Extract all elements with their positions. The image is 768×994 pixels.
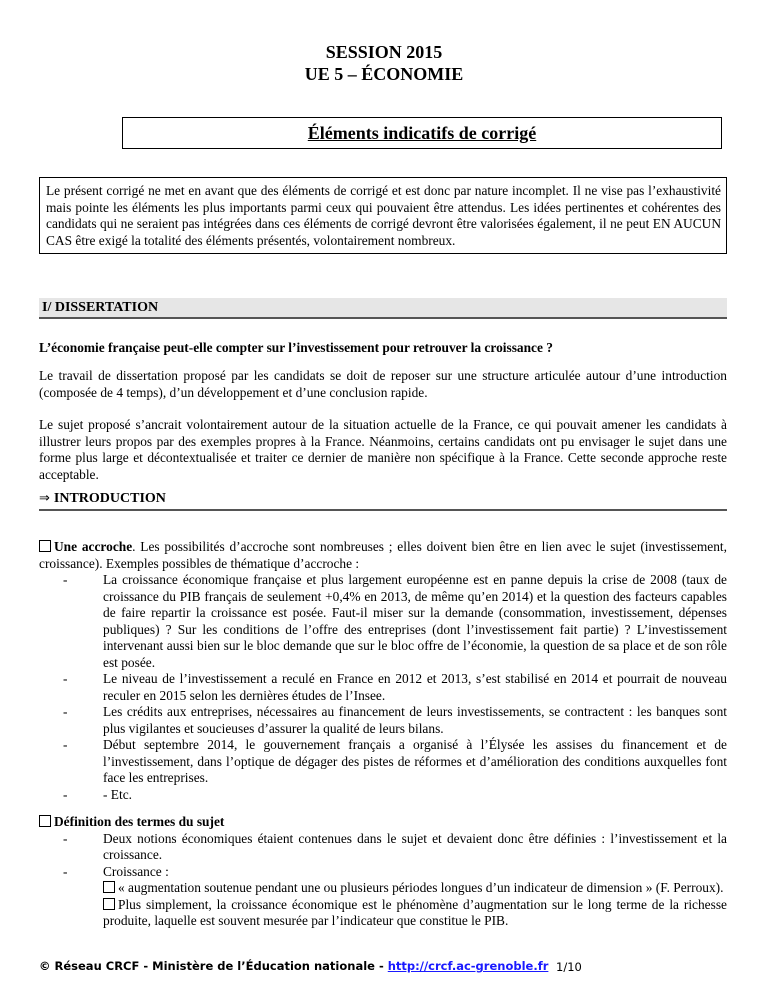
checkbox-icon bbox=[103, 881, 115, 893]
bullet-dash: - bbox=[63, 786, 68, 802]
accroche-block bbox=[39, 539, 727, 803]
arrow-icon: ⇒ bbox=[39, 491, 50, 506]
list-item: - - Etc. bbox=[63, 786, 132, 802]
footer-text: © Réseau CRCF - Ministère de l’Éducation nationale - bbox=[39, 959, 388, 973]
sub-item: « augmentation soutenue pendant une ou plusieurs périodes longues d’un indicateur de dimension » (F. Perroux). bbox=[39, 880, 727, 897]
document-title: Éléments indicatifs de corrigé bbox=[122, 117, 722, 149]
footer bbox=[39, 959, 548, 973]
checkbox-icon bbox=[39, 815, 51, 827]
bullet-dash: - bbox=[63, 737, 68, 752]
footer-link[interactable]: http://crcf.ac-grenoble.fr bbox=[387, 959, 549, 973]
bullet-dash: - bbox=[63, 704, 68, 719]
introduction-label: INTRODUCTION bbox=[53, 491, 166, 506]
page-number: 1/10 bbox=[556, 960, 582, 974]
ue-heading: UE 5 – ÉCONOMIE bbox=[304, 64, 464, 84]
introduction-heading bbox=[39, 489, 727, 511]
definition-heading: Définition des termes du sujet bbox=[39, 814, 727, 831]
section-heading: I/ DISSERTATION bbox=[39, 298, 727, 319]
list-item: - Les crédits aux entreprises, nécessaires au financement de leurs investissements, se contractent : les banques sont plus vigilantes et soucieuses d’assurer la qualité de leurs bilans. bbox=[63, 704, 727, 736]
session-heading: SESSION 2015 bbox=[325, 42, 443, 62]
bullet-dash: - bbox=[63, 863, 68, 879]
bullet-dash: - bbox=[63, 830, 68, 846]
definition-block bbox=[39, 814, 727, 930]
list-item: - Le niveau de l’investissement a reculé en France en 2012 et 2013, s’est stabilisé en 2014 et pourrait de nouveau reculer en 2015 selon les dernières études de l’Insee. bbox=[63, 671, 727, 703]
checkbox-icon bbox=[103, 898, 115, 910]
list-item: - Croissance : bbox=[63, 863, 169, 879]
dissertation-question: L’économie française peut-elle compter sur l’investissement pour retrouver la croissance ? bbox=[39, 340, 553, 355]
bullet-dash: - bbox=[63, 572, 68, 587]
checkbox-icon bbox=[39, 540, 51, 552]
paragraph: Le sujet proposé s’ancrait volontairement autour de la situation actuelle de la France, ce qui pouvait amener les candidats à illustrer leurs propos par des exemples propres à la France. Néanmoins, certains candidats ont pu envisager le sujet dans une forme plus large et décontextualisée et traiter ce dernier de manière non spécifique à la France. Cette seconde approche reste acceptable. bbox=[39, 417, 727, 482]
accroche-text: . Les possibilités d’accroche sont nombreuses ; elles doivent bien être en lien avec le sujet (investissement, croissance). Exemples possibles de thématique d’accroche : bbox=[39, 539, 727, 571]
bullet-dash: - bbox=[63, 671, 68, 686]
notice-box: Le présent corrigé ne met en avant que des éléments de corrigé et est donc par nature incomplet. Il ne vise pas l’exhaustivité mais pointe les éléments les plus importants parmi ceux qui pouvaient être attendus. Les idées pertinentes et cohérentes des candidats qui ne seraient pas intégrées dans ces éléments de corrigé devront être valorisées également, il ne peut EN AUCUN CAS être exigé la totalité des éléments présentés, volontairement nombreux. bbox=[39, 177, 727, 254]
sub-item: Plus simplement, la croissance économique est le phénomène d’augmentation sur le long terme de la richesse produite, laquelle est souvent mesurée par l’indicateur que constitue le PIB. bbox=[103, 896, 727, 928]
accroche-intro bbox=[39, 539, 727, 572]
paragraph: Le travail de dissertation proposé par les candidats se doit de reposer sur une structure articulée autour d’une introduction (composée de 4 temps), d’un développement et d’une conclusion rapide. bbox=[39, 368, 727, 400]
list-item: - Début septembre 2014, le gouvernement français a organisé à l’Élysée les assises du financement et de l’investissement, dans l’optique de dégager des pistes de réformes et d’amélioration des conditions auxquelles font face les entreprises. bbox=[63, 737, 727, 785]
list-item: - La croissance économique française et plus largement européenne est en panne depuis la crise de 2008 (taux de croissance du PIB français de seulement +0,4% en 2013, de même qu’en 2014) et la question des facteurs capables de faire repartir la croissance est posée. Faut-il miser sur la demande (consommation, investissement, dépenses publiques) ? Sur les conditions de l’offre des entreprises (dont l’investissement fait partie) ? L’investissement intervenant aussi bien sur le bloc demande que sur le bloc offre de l’économie, la question de sa place et de son rôle est posée. bbox=[63, 572, 727, 670]
list-item: - Deux notions économiques étaient contenues dans le sujet et devaient donc être définies : l’investissement et la croissance. bbox=[63, 830, 727, 862]
accroche-lead: Une accroche bbox=[54, 539, 133, 554]
